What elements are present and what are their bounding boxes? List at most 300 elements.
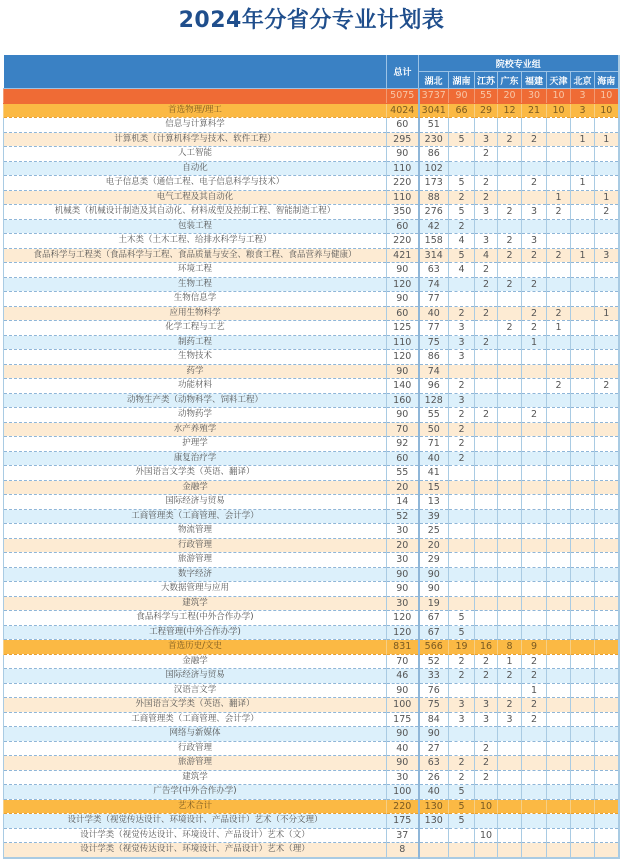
table-row — [4, 611, 619, 626]
province-count-cell: 2 — [547, 379, 571, 394]
province-count-cell — [571, 277, 595, 292]
province-count-cell — [595, 495, 619, 510]
province-count-cell — [522, 350, 547, 365]
province-count-cell: 3737 — [419, 89, 449, 104]
province-count-cell — [522, 843, 547, 858]
province-count-cell: 16 — [475, 640, 498, 655]
table-row — [4, 321, 619, 336]
province-count-cell: 29 — [475, 103, 498, 118]
province-count-cell — [475, 364, 498, 379]
major-column-header — [4, 55, 387, 89]
province-count-cell: 2 — [475, 176, 498, 191]
province-count-cell — [522, 567, 547, 582]
major-name-cell: 建筑学 — [4, 770, 387, 785]
province-count-cell: 19 — [419, 596, 449, 611]
total-cell: 90 — [387, 408, 419, 423]
table-row — [4, 277, 619, 292]
province-count-cell — [571, 611, 595, 626]
province-count-cell — [571, 422, 595, 437]
province-count-cell — [571, 147, 595, 162]
province-count-cell: 10 — [547, 89, 571, 104]
province-count-cell: 1 — [595, 306, 619, 321]
province-count-cell: 19 — [449, 640, 475, 655]
major-name-cell: 生物信息学 — [4, 292, 387, 307]
province-count-cell — [449, 466, 475, 481]
province-count-cell — [449, 843, 475, 858]
province-count-cell: 2 — [522, 176, 547, 191]
province-count-cell: 30 — [522, 89, 547, 104]
province-count-cell: 1 — [522, 335, 547, 350]
province-count-cell — [571, 785, 595, 800]
province-header-hunan: 湖南 — [449, 72, 475, 89]
province-count-cell: 75 — [419, 335, 449, 350]
total-cell: 831 — [387, 640, 419, 655]
province-count-cell — [595, 176, 619, 191]
province-count-cell — [571, 553, 595, 568]
table-row — [4, 741, 619, 756]
table-row — [4, 408, 619, 423]
province-count-cell — [571, 350, 595, 365]
province-count-cell: 74 — [419, 277, 449, 292]
province-count-cell — [595, 567, 619, 582]
province-count-cell — [522, 480, 547, 495]
province-count-cell — [498, 756, 522, 771]
province-count-cell: 67 — [419, 611, 449, 626]
province-count-cell — [571, 843, 595, 858]
province-count-cell: 314 — [419, 248, 449, 263]
province-count-cell: 1 — [595, 190, 619, 205]
province-count-cell — [547, 538, 571, 553]
province-count-cell — [547, 683, 571, 698]
table-row — [4, 437, 619, 452]
province-count-cell — [498, 596, 522, 611]
province-count-cell: 75 — [419, 698, 449, 713]
province-count-cell — [571, 495, 595, 510]
province-count-cell: 5 — [449, 785, 475, 800]
total-cell: 100 — [387, 785, 419, 800]
province-count-cell: 1 — [547, 190, 571, 205]
province-count-cell: 2 — [522, 712, 547, 727]
province-count-cell: 2 — [547, 306, 571, 321]
section-total-row — [4, 640, 619, 655]
province-count-cell — [571, 321, 595, 336]
total-cell: 110 — [387, 335, 419, 350]
province-count-cell: 276 — [419, 205, 449, 220]
province-count-cell — [475, 509, 498, 524]
province-count-cell — [595, 161, 619, 176]
table-row — [4, 480, 619, 495]
province-count-cell: 5 — [449, 132, 475, 147]
province-count-cell — [571, 393, 595, 408]
province-count-cell: 173 — [419, 176, 449, 191]
province-count-cell — [595, 350, 619, 365]
province-count-cell — [522, 596, 547, 611]
province-count-cell: 1 — [571, 248, 595, 263]
province-count-cell: 2 — [522, 277, 547, 292]
province-count-cell — [547, 176, 571, 191]
grand-total-row — [4, 89, 619, 104]
province-count-cell — [547, 147, 571, 162]
province-count-cell: 2 — [449, 190, 475, 205]
total-cell: 92 — [387, 437, 419, 452]
province-count-cell — [547, 582, 571, 597]
province-count-cell — [595, 553, 619, 568]
major-name-cell: 艺术合计 — [4, 799, 387, 814]
province-count-cell — [571, 799, 595, 814]
major-name-cell: 功能材料 — [4, 379, 387, 394]
province-count-cell — [595, 625, 619, 640]
province-count-cell — [498, 161, 522, 176]
province-count-cell: 39 — [419, 509, 449, 524]
province-count-cell — [449, 509, 475, 524]
table-row — [4, 814, 619, 829]
table-row — [4, 727, 619, 742]
province-count-cell — [475, 843, 498, 858]
province-count-cell — [571, 828, 595, 843]
province-count-cell: 8 — [498, 640, 522, 655]
province-count-cell: 2 — [498, 205, 522, 220]
province-count-cell — [419, 843, 449, 858]
province-count-cell — [571, 654, 595, 669]
province-count-cell — [595, 277, 619, 292]
province-count-cell: 40 — [419, 785, 449, 800]
total-cell: 20 — [387, 480, 419, 495]
province-count-cell — [449, 582, 475, 597]
province-count-cell: 2 — [449, 408, 475, 423]
province-count-cell: 3 — [475, 205, 498, 220]
major-name-cell: 设计学类（视觉传达设计、环境设计、产品设计）艺术（文） — [4, 828, 387, 843]
province-count-cell: 3 — [595, 248, 619, 263]
province-count-cell — [449, 292, 475, 307]
table-row — [4, 263, 619, 278]
province-count-cell — [571, 161, 595, 176]
province-count-cell — [595, 292, 619, 307]
province-count-cell — [522, 422, 547, 437]
table-row — [4, 828, 619, 843]
total-cell: 160 — [387, 393, 419, 408]
province-count-cell — [571, 306, 595, 321]
province-count-cell — [475, 814, 498, 829]
province-count-cell — [498, 495, 522, 510]
province-count-cell — [498, 799, 522, 814]
province-count-cell — [571, 205, 595, 220]
province-count-cell — [547, 756, 571, 771]
province-count-cell — [595, 509, 619, 524]
province-count-cell: 2 — [522, 321, 547, 336]
province-count-cell — [449, 495, 475, 510]
province-header-beijing: 北京 — [571, 72, 595, 89]
province-count-cell — [475, 480, 498, 495]
province-count-cell — [498, 843, 522, 858]
province-count-cell — [595, 118, 619, 133]
major-name-cell: 应用生物科学 — [4, 306, 387, 321]
province-count-cell: 3 — [475, 698, 498, 713]
province-count-cell: 55 — [475, 89, 498, 104]
group-column-header: 院校专业组 — [419, 55, 619, 72]
total-cell: 295 — [387, 132, 419, 147]
province-count-cell — [498, 611, 522, 626]
province-count-cell — [595, 741, 619, 756]
total-cell: 100 — [387, 698, 419, 713]
province-count-cell: 90 — [449, 89, 475, 104]
province-count-cell — [498, 625, 522, 640]
major-name-cell: 自动化 — [4, 161, 387, 176]
province-count-cell — [571, 190, 595, 205]
province-count-cell — [595, 335, 619, 350]
province-count-cell — [449, 741, 475, 756]
province-count-cell — [595, 828, 619, 843]
province-count-cell: 2 — [449, 451, 475, 466]
province-count-cell: 26 — [419, 770, 449, 785]
province-count-cell: 90 — [419, 727, 449, 742]
table-row — [4, 132, 619, 147]
table-row — [4, 335, 619, 350]
province-count-cell: 52 — [419, 654, 449, 669]
province-count-cell — [547, 161, 571, 176]
total-cell: 60 — [387, 118, 419, 133]
province-count-cell: 2 — [522, 248, 547, 263]
province-count-cell: 2 — [475, 190, 498, 205]
province-count-cell — [547, 712, 571, 727]
province-count-cell — [547, 350, 571, 365]
province-count-cell: 5 — [449, 611, 475, 626]
province-count-cell — [547, 553, 571, 568]
province-count-cell — [522, 524, 547, 539]
major-name-cell: 数字经济 — [4, 567, 387, 582]
province-count-cell — [522, 437, 547, 452]
province-count-cell — [547, 408, 571, 423]
province-count-cell — [571, 814, 595, 829]
major-name-cell: 大数据管理与应用 — [4, 582, 387, 597]
major-name-cell: 国际经济与贸易 — [4, 495, 387, 510]
major-name-cell: 土木类（土木工程、给排水科学与工程） — [4, 234, 387, 249]
province-count-cell — [547, 799, 571, 814]
province-count-cell — [498, 408, 522, 423]
province-count-cell — [547, 814, 571, 829]
province-count-cell: 2 — [475, 335, 498, 350]
total-cell: 120 — [387, 611, 419, 626]
total-cell: 90 — [387, 683, 419, 698]
province-count-cell: 50 — [419, 422, 449, 437]
province-count-cell: 5 — [449, 205, 475, 220]
province-count-cell — [547, 567, 571, 582]
major-name-cell: 网络与新媒体 — [4, 727, 387, 742]
province-count-cell: 2 — [475, 306, 498, 321]
province-count-cell: 3 — [449, 321, 475, 336]
province-count-cell: 90 — [419, 567, 449, 582]
province-count-cell: 3 — [449, 698, 475, 713]
major-name-cell: 生物工程 — [4, 277, 387, 292]
province-count-cell — [571, 335, 595, 350]
major-name-cell: 外国语言文学类（英语、翻译） — [4, 466, 387, 481]
province-count-cell — [595, 321, 619, 336]
province-count-cell: 29 — [419, 553, 449, 568]
province-count-cell — [547, 219, 571, 234]
major-name-cell: 金融学 — [4, 654, 387, 669]
table-row — [4, 219, 619, 234]
total-cell: 37 — [387, 828, 419, 843]
province-count-cell — [475, 683, 498, 698]
province-count-cell: 41 — [419, 466, 449, 481]
province-count-cell — [571, 263, 595, 278]
province-count-cell — [547, 654, 571, 669]
province-count-cell — [547, 263, 571, 278]
province-count-cell — [449, 118, 475, 133]
province-count-cell — [547, 640, 571, 655]
province-count-cell: 2 — [498, 321, 522, 336]
total-cell: 14 — [387, 495, 419, 510]
province-count-cell: 12 — [498, 103, 522, 118]
province-count-cell — [522, 118, 547, 133]
table-row — [4, 524, 619, 539]
major-name-cell: 化学工程与工艺 — [4, 321, 387, 336]
province-header-fujian: 福建 — [522, 72, 547, 89]
province-count-cell — [498, 524, 522, 539]
total-cell: 60 — [387, 451, 419, 466]
total-cell: 140 — [387, 379, 419, 394]
table-row — [4, 451, 619, 466]
page-title: 2024年分省分专业计划表 — [178, 8, 445, 33]
province-count-cell — [571, 219, 595, 234]
province-count-cell — [498, 828, 522, 843]
province-count-cell — [498, 379, 522, 394]
province-count-cell — [547, 785, 571, 800]
total-cell: 110 — [387, 190, 419, 205]
table-row — [4, 698, 619, 713]
province-count-cell — [595, 712, 619, 727]
major-name-cell: 工商管理类（工商管理、会计学） — [4, 712, 387, 727]
province-count-cell: 1 — [498, 654, 522, 669]
total-cell: 30 — [387, 524, 419, 539]
province-count-cell: 2 — [449, 306, 475, 321]
province-count-cell: 2 — [449, 379, 475, 394]
table-row — [4, 770, 619, 785]
total-cell: 30 — [387, 770, 419, 785]
province-count-cell — [498, 393, 522, 408]
province-count-cell — [547, 132, 571, 147]
province-count-cell: 2 — [475, 741, 498, 756]
province-count-cell: 158 — [419, 234, 449, 249]
province-count-cell — [571, 480, 595, 495]
province-count-cell — [449, 727, 475, 742]
province-count-cell — [595, 147, 619, 162]
province-count-cell: 2 — [595, 205, 619, 220]
province-count-cell — [547, 292, 571, 307]
major-name-cell: 护理学 — [4, 437, 387, 452]
province-count-cell: 2 — [547, 205, 571, 220]
province-count-cell — [449, 596, 475, 611]
province-count-cell: 2 — [475, 147, 498, 162]
total-cell: 120 — [387, 625, 419, 640]
province-count-cell: 2 — [498, 132, 522, 147]
province-count-cell: 2 — [449, 756, 475, 771]
province-count-cell — [475, 437, 498, 452]
table-row — [4, 553, 619, 568]
province-count-cell: 66 — [449, 103, 475, 118]
province-count-cell — [571, 698, 595, 713]
major-name-cell: 药学 — [4, 364, 387, 379]
province-count-cell: 88 — [419, 190, 449, 205]
province-count-cell: 5 — [449, 625, 475, 640]
major-name-cell: 水产养殖学 — [4, 422, 387, 437]
major-name-cell: 制药工程 — [4, 335, 387, 350]
province-count-cell — [547, 437, 571, 452]
province-count-cell — [522, 190, 547, 205]
province-count-cell: 130 — [419, 799, 449, 814]
province-count-cell — [475, 553, 498, 568]
province-count-cell — [595, 640, 619, 655]
province-count-cell — [522, 799, 547, 814]
major-name-cell: 建筑学 — [4, 596, 387, 611]
province-count-cell: 2 — [498, 698, 522, 713]
province-count-cell — [498, 451, 522, 466]
major-name-cell: 金融学 — [4, 480, 387, 495]
table-body — [4, 89, 619, 858]
province-count-cell: 5 — [449, 799, 475, 814]
total-cell: 55 — [387, 466, 419, 481]
province-count-cell — [595, 234, 619, 249]
major-name-cell: 外国语言文学类（英语、翻译） — [4, 698, 387, 713]
major-name-cell: 首选历史/文史 — [4, 640, 387, 655]
table-row — [4, 306, 619, 321]
province-count-cell — [498, 683, 522, 698]
province-count-cell — [571, 524, 595, 539]
province-count-cell: 77 — [419, 292, 449, 307]
province-count-cell — [547, 234, 571, 249]
province-count-cell — [449, 161, 475, 176]
province-count-cell — [547, 524, 571, 539]
province-count-cell — [498, 263, 522, 278]
table-row — [4, 190, 619, 205]
province-count-cell: 15 — [419, 480, 449, 495]
province-count-cell: 51 — [419, 118, 449, 133]
province-count-cell — [475, 321, 498, 336]
province-count-cell — [522, 495, 547, 510]
province-count-cell: 3 — [449, 393, 475, 408]
total-cell: 175 — [387, 712, 419, 727]
province-count-cell — [571, 408, 595, 423]
major-name-cell: 康复治疗学 — [4, 451, 387, 466]
province-count-cell — [595, 770, 619, 785]
table-row — [4, 205, 619, 220]
table-row — [4, 350, 619, 365]
province-count-cell: 2 — [547, 248, 571, 263]
province-count-cell — [475, 582, 498, 597]
province-count-cell — [475, 596, 498, 611]
province-count-cell: 3041 — [419, 103, 449, 118]
province-count-cell — [595, 669, 619, 684]
province-count-cell — [522, 219, 547, 234]
province-count-cell — [595, 698, 619, 713]
total-cell: 70 — [387, 654, 419, 669]
table-row — [4, 176, 619, 191]
province-count-cell: 2 — [449, 422, 475, 437]
province-count-cell: 10 — [475, 828, 498, 843]
table-header — [4, 55, 619, 89]
province-count-cell — [571, 727, 595, 742]
total-cell: 90 — [387, 263, 419, 278]
province-count-cell: 20 — [419, 538, 449, 553]
province-count-cell: 2 — [449, 654, 475, 669]
province-count-cell — [571, 741, 595, 756]
major-name-cell: 电子信息类（通信工程、电子信息科学与技术） — [4, 176, 387, 191]
total-cell: 120 — [387, 350, 419, 365]
province-count-cell — [522, 741, 547, 756]
major-name-cell: 人工智能 — [4, 147, 387, 162]
table-row — [4, 422, 619, 437]
total-cell: 90 — [387, 756, 419, 771]
province-count-cell — [547, 727, 571, 742]
